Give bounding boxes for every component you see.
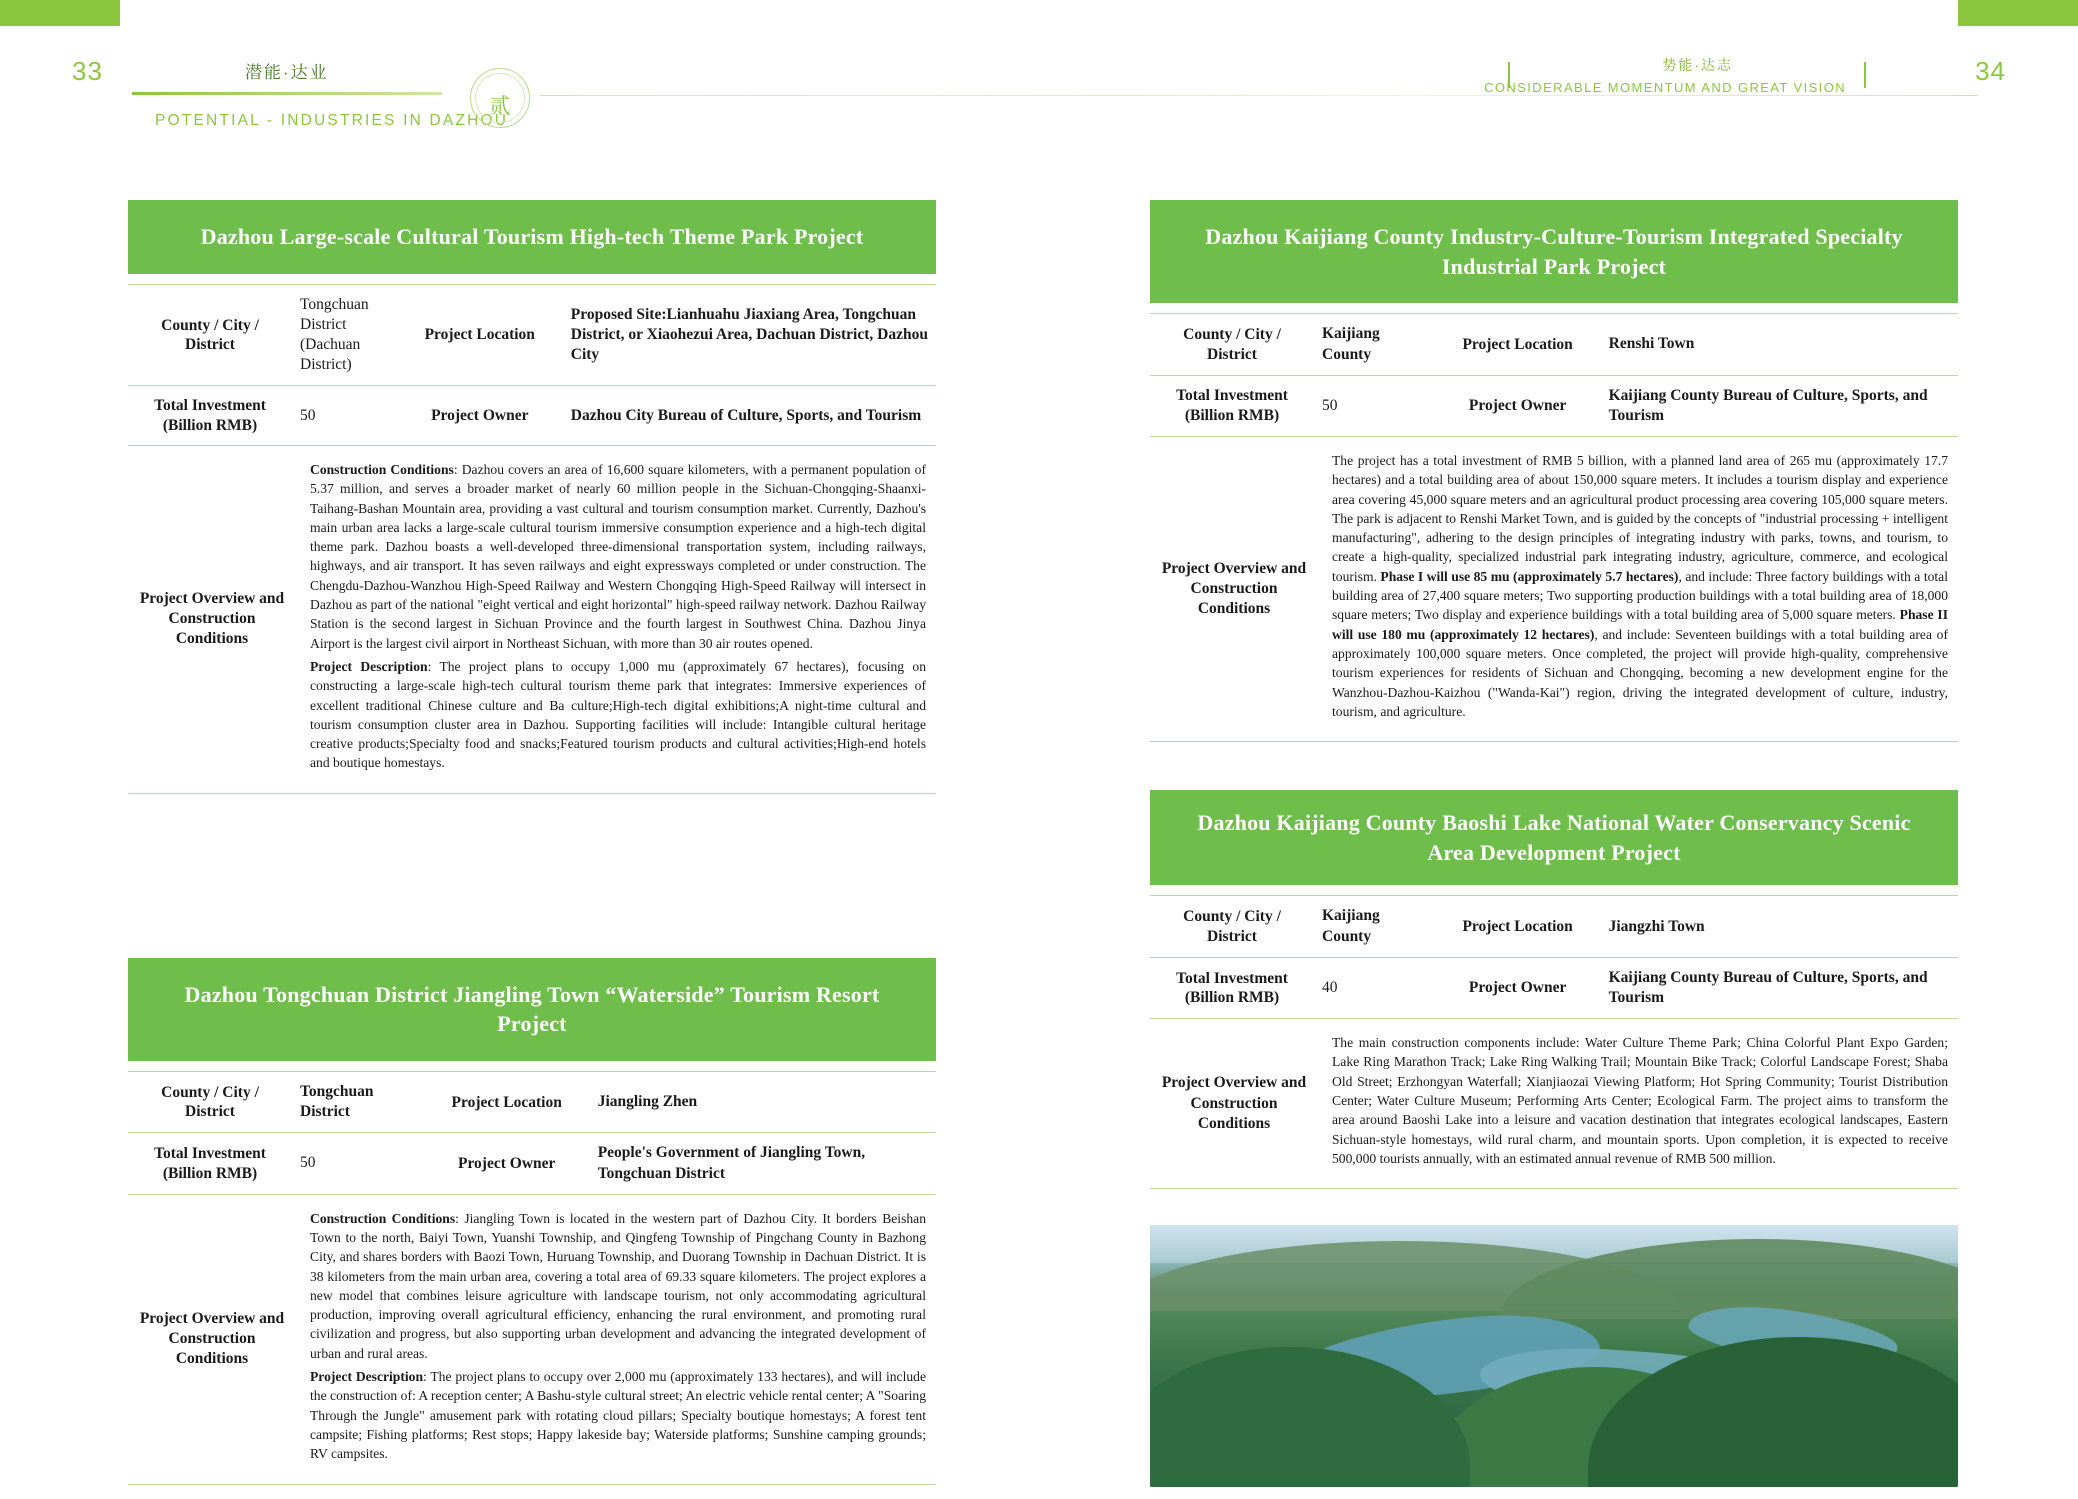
label-county: County / City / District bbox=[128, 1072, 292, 1133]
left-column bbox=[128, 200, 936, 1499]
label-total-investment-line1: Total Investment bbox=[154, 397, 266, 415]
project-overview-section bbox=[128, 1195, 936, 1485]
value-project-owner: Dazhou City Bureau of Culture, Sports, and Tourism bbox=[563, 386, 936, 446]
project-description-paragraph: Project Description: The project plans to occupy over 2,000 mu (approximately 133 hectares), and will include the construction of: A reception center; A Bashu-style cultural street; An electric vehicle rental center; A "Soaring Through the Jungle" amusement park with rotating cloud pillars; Specialty boutique homestays; A forest tent campsite; Fishing platforms; Rest stops; Happy lakeside bay; Waterside platforms; Sunshine camping grounds; RV campsites. bbox=[310, 1369, 927, 1462]
label-total-investment-line1: Total Investment bbox=[1176, 387, 1288, 405]
label-total-investment bbox=[128, 386, 292, 446]
project-description-text: The project plans to occupy over 2,000 mu (approximately 133 hectares), and will include the construction of: A reception center; A Bashu-style cultural street; An electric vehicle rental center; A "Soaring Through the Jungle" amusement park with rotating cloud pillars; Specialty boutique homestays; A forest tent campsite; Fishing platforms; Rest stops; Happy lakeside bay; Waterside platforms; Sunshine camping grounds; RV campsites. bbox=[310, 1369, 927, 1462]
label-project-overview bbox=[1150, 1019, 1318, 1188]
value-county bbox=[292, 284, 397, 386]
section-title-en: POTENTIAL - INDUSTRIES IN DAZHOU bbox=[155, 112, 509, 129]
running-title-en: CONSIDERABLE MOMENTUM AND GREAT VISION bbox=[1484, 80, 1846, 95]
project-title-banner: Dazhou Kaijiang County Industry-Culture-Tourism Integrated Specialty Industrial Park Project bbox=[1150, 200, 1958, 303]
label-county: County / City / District bbox=[1150, 896, 1314, 957]
project-title-line1: Dazhou Kaijiang County Baoshi Lake National Water Conservancy Scenic bbox=[1197, 810, 1911, 836]
table-row bbox=[1150, 314, 1958, 375]
project-overview-text bbox=[296, 1195, 936, 1484]
value-county: Tongchuan District bbox=[292, 1072, 424, 1133]
label-project-owner: Project Owner bbox=[424, 1133, 590, 1194]
value-county-line2: (Dachuan District) bbox=[300, 335, 361, 374]
label-county: County / City / District bbox=[1150, 314, 1314, 375]
project-title-banner: Dazhou Tongchuan District Jiangling Town “Waterside” Tourism Resort Project bbox=[128, 958, 936, 1061]
project-overview-section bbox=[128, 446, 936, 794]
label-project-overview bbox=[128, 446, 296, 793]
label-project-owner: Project Owner bbox=[1435, 957, 1601, 1018]
project-overview-section bbox=[1150, 437, 1958, 742]
project-card-kaijiang-industrial-park bbox=[1150, 200, 1958, 742]
overview-text-part2: , and include: Three factory buildings with a total building area of 27,400 square meters; Two supporting production buildings with a total building area of 18,000 square meters; Two display and experience buildings with a total building area of 5,000 square meters. bbox=[1332, 568, 1948, 623]
overview-phase-1-highlight: Phase I will use 85 mu (approximately 5.7 hectares) bbox=[1380, 568, 1679, 584]
project-overview-text bbox=[296, 446, 936, 793]
project-card-baoshi-lake bbox=[1150, 790, 1958, 1189]
project-overview-section bbox=[1150, 1019, 1958, 1189]
project-card-theme-park bbox=[128, 200, 936, 794]
table-row bbox=[128, 386, 936, 446]
label-overview-line2: Construction Conditions bbox=[168, 610, 256, 648]
value-project-location: Jiangling Zhen bbox=[590, 1072, 936, 1133]
overview-paragraph bbox=[1332, 451, 1948, 721]
construction-conditions-text: Dazhou covers an area of 16,600 square kilometers, with a permanent population of 5.37 million, and serves a broader market of nearly 60 million people in the Sichuan-Chongqing-Shaanxi-Taihang-Bashan Mountain area, providing a vast cultural and tourism consumption market. Currently, Dazhou's main urban area lacks a large-scale cultural tourism immersive consumption experience and a high-tech digital theme park. Dazhou boasts a well-developed three-dimensional transportation system, including railways, highways, and air transport. It has seven railways and eight expressways completed or under construction. The Chengdu-Dazhou-Wanzhou High-Speed Railway and Western Chongqing High-Speed Railway will intersect in Dazhou as part of the national "eight vertical and eight horizontal" high-speed railway network. Dazhou Railway Station is the second largest in Sichuan Province and the fourth largest in Southwest China. Dazhou Jinya Airport is the largest civil airport in Northeast Sichuan, with more than 30 air routes opened. bbox=[310, 462, 927, 651]
project-meta-table bbox=[1150, 313, 1958, 437]
label-project-owner: Project Owner bbox=[1435, 375, 1601, 436]
label-project-overview bbox=[128, 1195, 296, 1484]
project-overview-text bbox=[1318, 437, 1958, 741]
overview-text-part1: The project has a total investment of RMB 5 billion, with a planned land area of 265 mu (approximately 17.7 hectares) and a total building area of about 150,000 square meters. It includes a tourism display and experience area covering 45,000 square meters and an agricultural product processing area covering 105,000 square meters. The park is adjacent to Renshi Market Town, and is guided by the concepts of "industrial processing + intelligent manufacturing", adhering to the design principles of integrating industry with parks, towns, and tourism, to create a high-quality, specialized industrial park integrating industry, agriculture, commerce, and ecological tourism. bbox=[1332, 452, 1948, 584]
overview-phase-2-highlight: Phase II will use 180 mu (approximately 12 hectares) bbox=[1332, 607, 1949, 642]
construction-conditions-key: Construction Conditions bbox=[310, 1210, 456, 1226]
table-row bbox=[128, 1072, 936, 1133]
label-project-location: Project Location bbox=[424, 1072, 590, 1133]
value-project-owner: People's Government of Jiangling Town, Tongchuan District bbox=[590, 1133, 936, 1194]
header-accent-bar-right bbox=[1958, 0, 2078, 26]
header-rule-center bbox=[540, 95, 1520, 96]
label-total-investment-line2: (Billion RMB) bbox=[1184, 988, 1280, 1006]
table-row bbox=[1150, 375, 1958, 436]
label-overview-line1: Project Overview and bbox=[139, 1309, 285, 1327]
label-overview-line2: Construction Conditions bbox=[168, 1330, 256, 1368]
right-column bbox=[1150, 200, 1958, 1487]
label-overview-line2: Construction Conditions bbox=[1190, 579, 1278, 618]
label-overview-line1: Project Overview and bbox=[1161, 1074, 1307, 1092]
value-project-owner: Kaijiang County Bureau of Culture, Sports, and Tourism bbox=[1601, 375, 1958, 436]
project-description-key: Project Description bbox=[310, 1369, 424, 1385]
column-spacer bbox=[128, 808, 936, 958]
label-total-investment-line1: Total Investment bbox=[154, 1145, 266, 1163]
project-card-waterside bbox=[128, 958, 936, 1485]
project-title-banner: Dazhou Large-scale Cultural Tourism High-tech Theme Park Project bbox=[128, 200, 936, 274]
value-project-owner: Kaijiang County Bureau of Culture, Sports, and Tourism bbox=[1601, 957, 1958, 1018]
label-overview-line2: Construction Conditions bbox=[1190, 1094, 1278, 1132]
header-rule-left bbox=[132, 92, 442, 95]
project-title-banner bbox=[1150, 790, 1958, 885]
section-title-zh: 潜能·达业 bbox=[245, 63, 329, 82]
chapter-seal-char: 贰 bbox=[489, 94, 511, 118]
label-county: County / City / District bbox=[128, 284, 292, 386]
label-total-investment-line2: (Billion RMB) bbox=[1184, 406, 1280, 424]
column-spacer bbox=[1150, 756, 1958, 790]
value-total-investment: 50 bbox=[292, 386, 397, 446]
label-project-location: Project Location bbox=[397, 284, 563, 386]
value-county-line1: Tongchuan District bbox=[300, 295, 369, 333]
label-project-location: Project Location bbox=[1435, 896, 1601, 957]
project-description-text: The project plans to occupy 1,000 mu (approximately 67 hectares), focusing on constructing a large-scale high-tech cultural tourism theme park that integrates: Immersive experiences of excellent traditional Chinese culture and Ba culture;High-tech digital exhibitions;A night-time cultural and tourism consumption cluster area in Dazhou. Supporting facilities will include: Intangible cultural heritage creative products;Specialty food and snacks;Featured tourism products and cultural activities;High-end hotels and boutique homestays. bbox=[310, 658, 926, 771]
construction-conditions-key: Construction Conditions bbox=[310, 462, 454, 477]
page-number-left: 33 bbox=[72, 56, 103, 86]
label-overview-line1: Project Overview and bbox=[1161, 559, 1307, 577]
chapter-seal-icon bbox=[470, 68, 530, 128]
label-project-location: Project Location bbox=[1435, 314, 1601, 375]
value-total-investment: 50 bbox=[1314, 375, 1435, 436]
page-number-right: 34 bbox=[1975, 56, 2006, 86]
value-total-investment: 40 bbox=[1314, 957, 1435, 1018]
table-row bbox=[1150, 957, 1958, 1018]
header-rule-right bbox=[1398, 95, 1978, 96]
label-total-investment-line1: Total Investment bbox=[1176, 969, 1288, 987]
value-county: Kaijiang County bbox=[1314, 896, 1435, 957]
label-overview-line1: Project Overview and bbox=[139, 590, 285, 608]
baoshi-lake-photo bbox=[1150, 1225, 1958, 1487]
label-total-investment-line2: (Billion RMB) bbox=[162, 1164, 258, 1182]
label-total-investment bbox=[1150, 957, 1314, 1018]
project-meta-table bbox=[128, 284, 936, 446]
project-title-line2: Area Development Project bbox=[1427, 839, 1681, 865]
construction-conditions-paragraph: Construction Conditions: Jiangling Town is located in the western part of Dazhou City. It borders Beishan Town to the north, Baiyi Town, Yuanshi Township, and Qingfeng Township of Pingchang County in Bazhong City, and shares borders with Baozi Town, Huruang Township, and Duorang Township in Dachuan District. It is 38 kilometers from the main urban area, covering a total area of 69.33 square kilometers. The project explores a new model that combines leisure agriculture with landscape tourism, not only accommodating agricultural production, improving overall agricultural efficiency, enhancing the rural environment, and promoting rural civilization and progress, but also supporting urban development and advancing the integrated development of urban and rural areas. bbox=[310, 1210, 927, 1361]
page-header bbox=[0, 0, 2078, 140]
table-row bbox=[128, 1133, 936, 1194]
label-project-overview bbox=[1150, 437, 1318, 741]
value-project-location: Renshi Town bbox=[1601, 314, 1958, 375]
overview-text-part3: , and include: Seventeen buildings with a total building area of approximately 100,000 square meters. Once completed, the project will provide high-quality, comprehensive tourism experiences for residents of Sichuan and Chongqing, becoming a new development engine for the Wanzhou-Dazhou-Kaizhou ("Wanda-Kai") region, driving the integrated development of culture, industry, tourism, and agriculture. bbox=[1332, 626, 1948, 719]
project-meta-table bbox=[1150, 895, 1958, 1019]
table-row bbox=[1150, 896, 1958, 957]
project-overview-text bbox=[1318, 1019, 1958, 1188]
running-title-zh: 势能·达志 bbox=[1662, 57, 1733, 73]
value-project-location: Proposed Site:Lianhuahu Jiaxiang Area, Tongchuan District, or Xiaohezui Area, Dachuan District, Dazhou City bbox=[563, 284, 936, 386]
label-project-owner: Project Owner bbox=[397, 386, 563, 446]
label-total-investment-line2: (Billion RMB) bbox=[162, 416, 258, 434]
value-project-location: Jiangzhi Town bbox=[1601, 896, 1958, 957]
project-description-key: Project Description bbox=[310, 658, 428, 674]
label-total-investment bbox=[1150, 375, 1314, 436]
project-description-paragraph: Project Description: The project plans to occupy 1,000 mu (approximately 67 hectares), focusing on constructing a large-scale high-tech cultural tourism theme park that integrates: Immersive experiences of excellent traditional Chinese culture and Ba culture;High-tech digital exhibitions;A night-time cultural and tourism consumption cluster area in Dazhou. Supporting facilities will include: Intangible cultural heritage creative products;Specialty food and snacks;Featured tourism products and cultural activities;High-end hotels and boutique homestays. bbox=[310, 658, 926, 771]
header-accent-bar-left bbox=[0, 0, 120, 26]
value-county: Kaijiang County bbox=[1314, 314, 1435, 375]
label-total-investment bbox=[128, 1133, 292, 1194]
overview-paragraph: The main construction components include: Water Culture Theme Park; China Colorful Plant Expo Garden; Lake Ring Marathon Track; Lake Ring Walking Trail; Mountain Bike Track; Colorful Landscape Forest; Shaba Old Street; Erzhongyan Waterfall; Xianjiaozai Viewing Platform; Hot Spring Community; Tourist Distribution Center; Water Culture Museum; Performing Arts Center; Ecological Farm. The project aims to transform the area around Baoshi Lake into a leisure and vacation destination that integrates ecological landscapes, Eastern Sichuan-style homestays, wild rural charm, and mountain sports. Upon completion, it is expected to receive 500,000 tourists annually, with an estimated annual revenue of RMB 500 million. bbox=[1332, 1035, 1948, 1166]
table-row bbox=[128, 284, 936, 386]
value-total-investment: 50 bbox=[292, 1133, 424, 1194]
construction-conditions-paragraph: Construction Conditions: Dazhou covers an area of 16,600 square kilometers, with a permanent population of 5.37 million, and serves a broader market of nearly 60 million people in the Sichuan-Chongqing-Shaanxi-Taihang-Bashan Mountain area, providing a vast cultural and tourism consumption market. Currently, Dazhou's main urban area lacks a large-scale cultural tourism immersive consumption experience and a high-tech digital theme park. Dazhou boasts a well-developed three-dimensional transportation system, including railways, highways, and air transport. It has seven railways and eight expressways completed or under construction. The Chengdu-Dazhou-Wanzhou High-Speed Railway and Western Chongqing High-Speed Railway will intersect in Dazhou as part of the national "eight vertical and eight horizontal" high-speed railway network. Dazhou Railway Station is the second largest in Sichuan Province and the fourth largest in Southwest China. Dazhou Jinya Airport is the largest civil airport in Northeast Sichuan, with more than 30 air routes opened. bbox=[310, 462, 927, 651]
project-meta-table bbox=[128, 1071, 936, 1195]
construction-conditions-text: Jiangling Town is located in the western part of Dazhou City. It borders Beishan Town to the north, Baiyi Town, Yuanshi Township, and Qingfeng Township of Pingchang County in Bazhong City, and shares borders with Baozi Town, Huruang Township, and Duorang Township in Dachuan District. It is 38 kilometers from the main urban area, covering a total area of 69.33 square kilometers. The project explores a new model that combines leisure agriculture with landscape tourism, not only accommodating agricultural production, improving overall agricultural efficiency, enhancing the rural environment, and promoting rural civilization and progress, but also supporting urban development and advancing the integrated development of urban and rural areas. bbox=[310, 1210, 927, 1361]
header-tick-right bbox=[1864, 62, 1866, 88]
